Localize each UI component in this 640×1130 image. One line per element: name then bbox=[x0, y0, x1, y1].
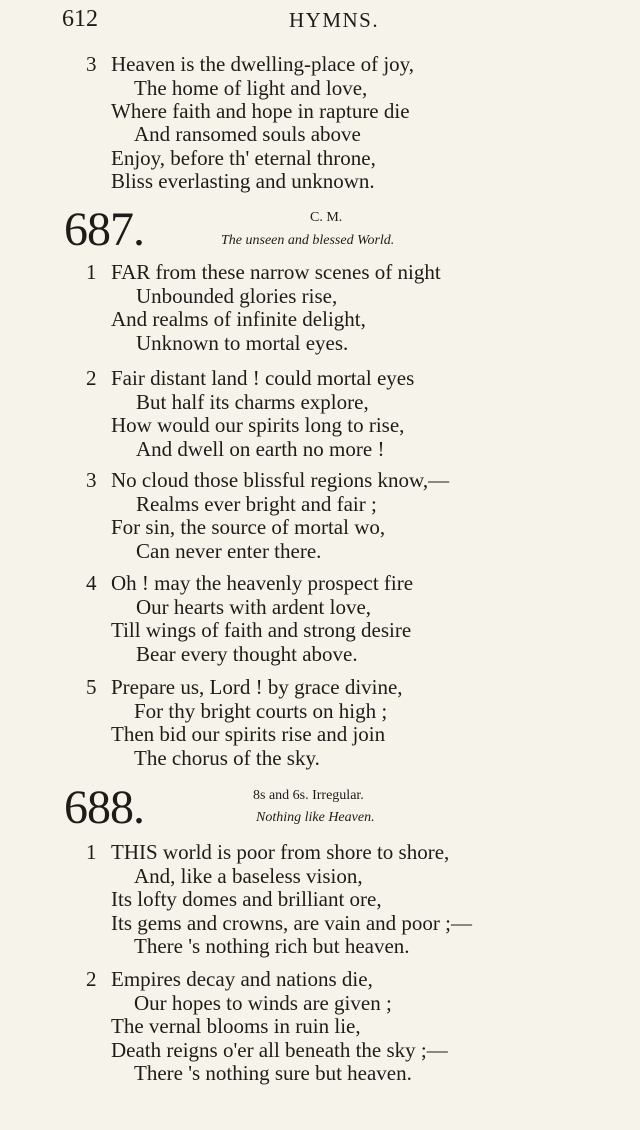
verse-line: And ransomed souls above bbox=[134, 122, 361, 146]
stanza-number: 2 bbox=[86, 366, 97, 390]
hymn-meter: 8s and 6s. Irregular. bbox=[253, 788, 364, 803]
verse-line: And dwell on earth no more ! bbox=[136, 437, 385, 461]
hymn-subtitle: Nothing like Heaven. bbox=[256, 810, 375, 825]
verse-line: And, like a baseless vision, bbox=[134, 864, 363, 888]
verse-line: Death reigns o'er all beneath the sky ;— bbox=[111, 1038, 448, 1062]
verse-line: Fair distant land ! could mortal eyes bbox=[111, 366, 415, 390]
verse-line: Bliss everlasting and unknown. bbox=[111, 169, 375, 193]
hymn-number: 688. bbox=[64, 781, 144, 834]
verse-line: The chorus of the sky. bbox=[134, 746, 320, 770]
verse-line: And realms of infinite delight, bbox=[111, 307, 366, 331]
verse-line: THIS world is poor from shore to shore, bbox=[111, 840, 450, 864]
stanza-number: 1 bbox=[86, 840, 97, 864]
verse-line: There 's nothing rich but heaven. bbox=[134, 934, 410, 958]
verse-line: Prepare us, Lord ! by grace divine, bbox=[111, 675, 403, 699]
verse-line: Oh ! may the heavenly prospect fire bbox=[111, 571, 414, 595]
hymn-meter: C. M. bbox=[310, 210, 343, 225]
verse-line: Enjoy, before th' eternal throne, bbox=[111, 146, 376, 170]
stanza-number: 4 bbox=[86, 571, 97, 595]
verse-line: Till wings of faith and strong desire bbox=[111, 618, 412, 642]
verse-line: The home of light and love, bbox=[134, 76, 368, 100]
verse-line: How would our spirits long to rise, bbox=[111, 413, 405, 437]
verse-line: Where faith and hope in rapture die bbox=[111, 99, 410, 123]
stanza-number: 5 bbox=[86, 675, 97, 699]
stanza-number: 1 bbox=[86, 260, 97, 284]
verse-line: For sin, the source of mortal wo, bbox=[111, 515, 386, 539]
verse-line: Its lofty domes and brilliant ore, bbox=[111, 887, 382, 911]
verse-line: Then bid our spirits rise and join bbox=[111, 722, 386, 746]
verse-line: Bear every thought above. bbox=[136, 642, 358, 666]
verse-line: FAR from these narrow scenes of night bbox=[111, 260, 441, 284]
verse-line: Our hopes to winds are given ; bbox=[134, 991, 392, 1015]
verse-line: No cloud those blissful regions know,— bbox=[111, 468, 450, 492]
hymn-subtitle: The unseen and blessed World. bbox=[221, 233, 395, 248]
stanza-number: 3 bbox=[86, 52, 97, 76]
verse-line: Unknown to mortal eyes. bbox=[136, 331, 349, 355]
verse-line: Can never enter there. bbox=[136, 539, 322, 563]
verse-line: Empires decay and nations die, bbox=[111, 967, 373, 991]
verse-line: Heaven is the dwelling-place of joy, bbox=[111, 52, 415, 76]
verse-line: Unbounded glories rise, bbox=[136, 284, 338, 308]
page-number: 612 bbox=[62, 6, 98, 32]
verse-line: There 's nothing sure but heaven. bbox=[134, 1061, 412, 1085]
verse-line: Realms ever bright and fair ; bbox=[136, 492, 377, 516]
stanza-number: 2 bbox=[86, 967, 97, 991]
verse-line: The vernal blooms in ruin lie, bbox=[111, 1014, 361, 1038]
verse-line: Our hearts with ardent love, bbox=[136, 595, 372, 619]
verse-line: But half its charms explore, bbox=[136, 390, 369, 414]
verse-line: Its gems and crowns, are vain and poor ;— bbox=[111, 911, 472, 935]
stanza-number: 3 bbox=[86, 468, 97, 492]
running-header: HYMNS. bbox=[289, 8, 380, 32]
verse-line: For thy bright courts on high ; bbox=[134, 699, 388, 723]
hymn-number: 687. bbox=[64, 203, 144, 256]
